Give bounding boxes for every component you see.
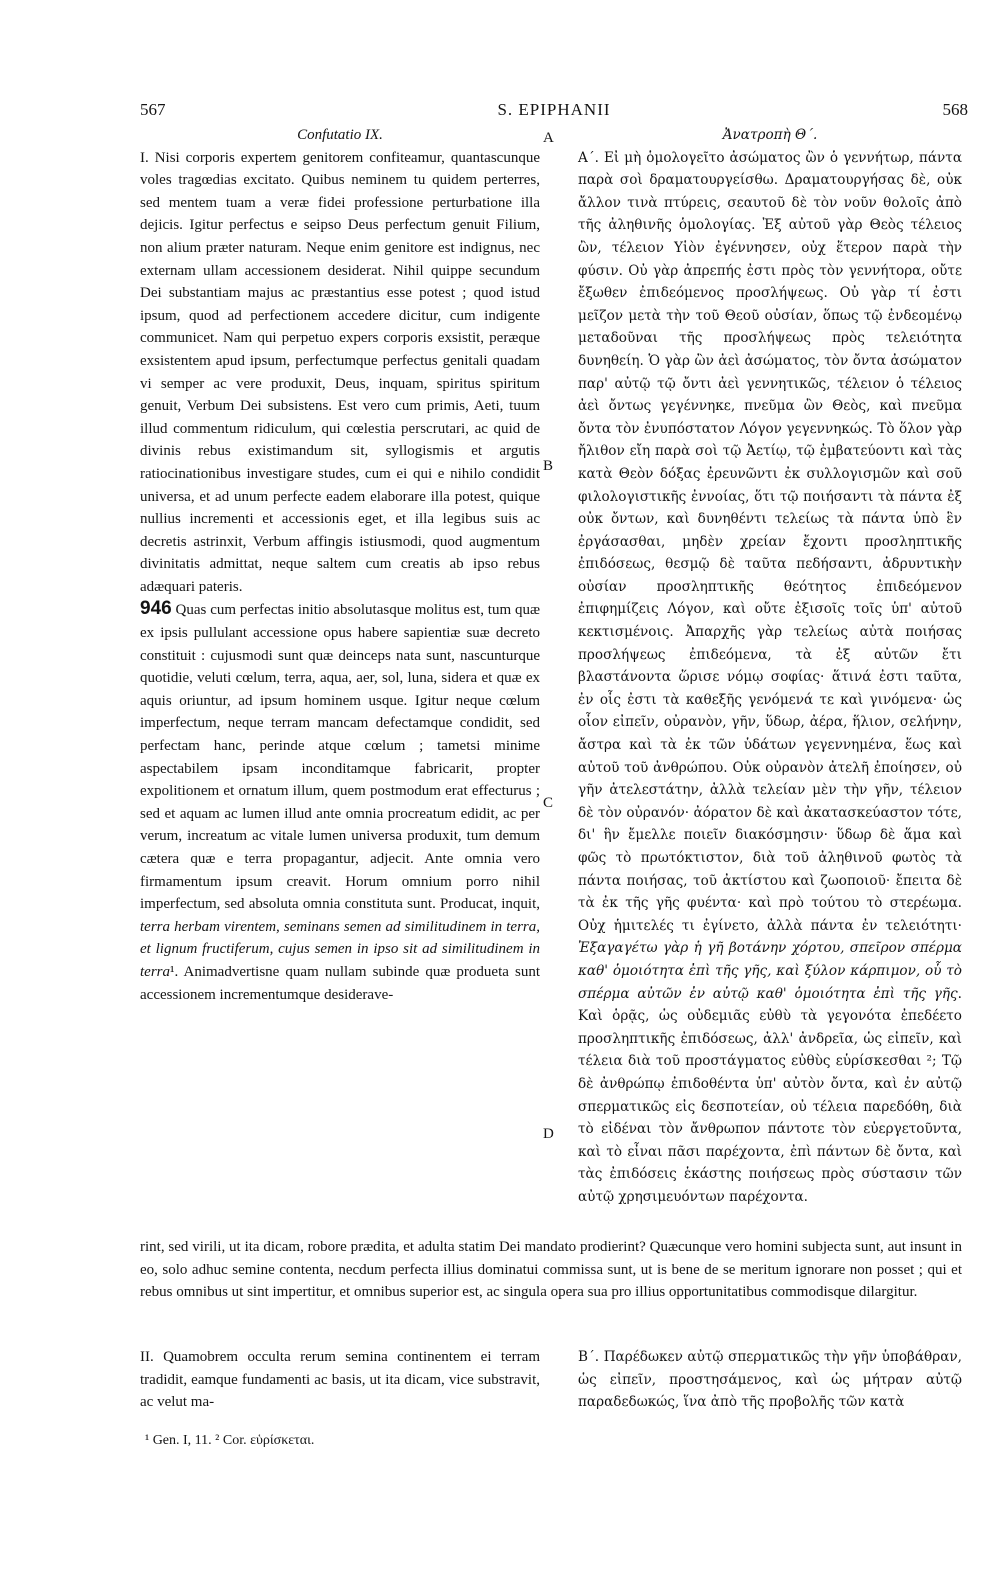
greek-paragraph-1 (578, 147, 962, 1209)
page-number-left: 567 (140, 100, 166, 119)
latin-heading: Confutatio IX. (297, 127, 383, 143)
latin-column (140, 124, 540, 1006)
latin-paragraph-2-text: Quas cum perfectas initio absolutasque molitus est, tum quæ ex ipsis pullulant accessione opus habere sapientiæ suæ decreto constituit : cujusmodi sunt quæ deinceps nata sunt, nascunturque quotidie, veluti cœlum, terra, aqua, aer, sol, luna, sidera et quæ ex aquis oriuntur, ad ipsum hominem usque. Igitur neque cœlum imperfectum, neque terram mancam defectamque condidit, sed perfectam hanc, perinde atque cœlum ; tametsi minime aspectabilem ipsam inconditamque fabricarit, propter expolitionem et ornatum illum, quem postmodum erat effecturus ; sed et aquam ac lumen illud ante omnia procreatum edidit, ac per verum, increatum ac vitale lumen universa produxit, tum demum cætera quæ e terra propagantur, adjecit. Ante omnia vero firmamentum ipsum creavit. Horum omnium porro nihil imperfectum, sed absoluta omnia constituta sunt. Producat, inquit, (140, 602, 540, 913)
greek-column (578, 124, 962, 1209)
latin-quotation: terra herbam virentem, seminans semen ad similitudinem in terra, et lignum fructiferum, cujus semen in ipso sit ad similitudinem in terra (140, 918, 540, 980)
margin-letter-d: D (543, 1126, 554, 1142)
greek-paragraph-1-end: . Καὶ ὁρᾷς, ὡς οὐδεμιᾶς εὐθὺ τὰ γεγονότα ἐπεδέετο προσληπτικῆς ἐπιδόσεως, ἀλλ' ἀνδρεῖα, ὡς εἰπεῖν, καὶ τέλεια διὰ τοῦ προστάγματος εὐθὺς εὑρίσκεσθαι ²; Τῷ δὲ ἀνθρώπῳ ἐπιδοθέντα ὑπ' αὐτὸν ὄντα, καὶ ἐν αὐτῷ σπερματικῶς εἰς δεσποτείαν, οὐ τέλεια παρεδόθη, διὰ τὸ εἰδέναι τὸν ἄνθρωπον πάντοτε τὸν εὐεργετοῦντα, καὶ τὸ εἶναι πᾶσι παρέχοντα, ἐπὶ πάντων δὲ ὄντα, καὶ τὰς ἐπιδόσεις ἑκάστης ποιήσεως πρὸς σύστασιν τῶν αὐτῷ χρησιμευόντων παρέχοντα. (578, 985, 962, 1205)
latin-paragraph-2-end: ¹. Animadvertisne quam nullam subinde quæ produeta sunt accessionem incrementumque desiderave- (140, 963, 540, 1003)
running-header (140, 100, 968, 122)
latin-paragraph-1: I. Nisi corporis expertem genitorem confiteamur, quantascunque voles tragœdias excitato. Quibus neminem tu quidem perterres, sed mentem tuam a veræ fidei professione perturbatione illa dejicis. Igitur perfectus e seipso Deus perfectum genuit Filium, non alium præter naturam. Neque enim genitore est indignus, nec externam ullam accessionem desiderat. Nihil quippe secundum Dei substantiam majus ac præstantius esse potest ; quod istud ipsum, quod ad perfectionem accedere dicitur, cum indigente communicet. Nam qui perpetuo expers corporis exsistit, peræque exsistentem apud ipsum, perfectumque perfectus genitali quadam vi semper ac vere produxit, Deus, inquam, spiritus spiritum genuit, Verbum Dei subsistens. Est vero cum primis, Aeti, tuum illud commentum ridiculum, qui cœlestia perscrutari, ac quid de divinis rebus existimandum sit, syllogismis et argutis ratiocinationibus investigare studes, cum ei qui e nihilo condidit universa, et ad unum perfecte eadem elaborare illa potest, quique nullius incrementi et accessionis eget, et illa legibus suis ac decretis astrinxit, Verbum affingis istiusmodi, quod augmentum divinitatis admittat, neque saltem cum creatis ab ipso rebus adæquari pateris. (140, 149, 540, 595)
footnotes: ¹ Gen. I, 11. ² Cor. εὑρίσκεται. (145, 1433, 315, 1448)
margin-letter-b: B (543, 458, 554, 474)
greek-heading: Ἀνατροπὴ Θ΄. (722, 127, 818, 143)
latin-paragraph-3: II. Quamobrem occulta rerum semina continentem ei terram tradidit, eamque fundamenti ac basis, ut ita dicam, vice substravit, ac velut ma- (140, 1349, 540, 1411)
margin-letter-c: C (543, 795, 554, 811)
running-title: S. EPIPHANII (497, 100, 611, 119)
greek-quotation: Ἐξαγαγέτω γὰρ ἡ γῆ βοτάνην χόρτου, σπεῖρον σπέρμα καθ' ὁμοιότητα ἐπὶ τῆς γῆς, καὶ ξύλον κάρπιμον, οὗ τὸ σπέρμα αὐτῶν ἐν αὐτῷ καθ' ὁμοιότητα ἐπὶ τῆς γῆς (578, 940, 962, 1002)
latin-paragraph-2 (140, 598, 540, 1006)
column-number: 946 (140, 598, 172, 620)
page-number-right: 568 (942, 100, 968, 119)
greek-paragraph-1-text: Α΄. Εἰ μὴ ὁμολογεῖτο ἀσώματος ὢν ὁ γεννήτωρ, πάντα παρὰ σοὶ δραματουργείσθω. Δραματουργήσας δὲ, οὐκ ἄλλον τινὰ πτύρεις, σεαυτοῦ δὲ τὸν νοῦν θολοῖς ἀπὸ τῆς ἀληθινῆς ὁμολογίας. Ἐξ αὐτοῦ γὰρ Θεὸς τέλειος ὢν, τέλειον Υἱὸν ἐγέννησεν, οὐχ ἕτερον παρὰ τὴν φύσιν. Οὐ γὰρ ἀπρεπής ἐστι πρὸς τὸν γεννήτορα, οὔτε ἔξωθεν ἐπιδεόμενος προσλήψεως. Οὐ γὰρ τί ἐστι μεῖζον μετὰ τὴν τοῦ Θεοῦ οὐσίαν, ὅπως τῷ ἐνδεομένῳ μεταδοῦναι τῆς προσλήψεως πρὸς τελειότητα δυνηθείη. Ὁ γὰρ ὢν ἀεὶ ἀσώματος, τὸν ὄντα ἀσώματον παρ' αὐτῷ τῷ ὄντι ἀεὶ γεννητικῶς, τέλειον ὁ τέλειος ἀεὶ ὄντως γεγέννηκε, πνεῦμα ὢν Θεὸς, καὶ πνεῦμα ὄντα τὸν ἐνυπόστατον Λόγον γεγεννηκώς. Τὸ ὅλον γὰρ ἤλιθον εἴη παρὰ σοὶ τῷ Ἀετίῳ, τῷ ἐμβατεύοντι καὶ τὰς κατὰ Θεὸν δόξας ἐρευνῶντι ἐκ συλλογισμῶν καὶ σοῦ φιλολογιστικῆς ἐννοίας, ὅτι τῷ ποιήσαντι τὰ πάντα ἐξ οὐκ ὄντων, καὶ δυνηθέντι τελείως τὰ πάντα ὑπὸ ἓν ἐργάσασθαι, μηδὲν χρείαν ἔχοντι προσληπτικῆς ἐπιδόσεως, θεσμῷ δὲ ταῦτα πεδήσαντι, ἀδρυντικὴν οὐσίαν προσληπτικῆς θεότητος ἐπιδεόμενον ἐπιφημίζεις Λόγον, καὶ οὔτε ἐξισοῖς τοῖς ὑπ' αὐτοῦ κεκτισμένοις. Ἀπαρχῆς γὰρ τελείως αὐτὰ ποιήσας προσλήψεως ἐπιδεόμενα, τὰ ἐξ αὐτῶν ἔτι βλαστάνοντα ὥρισε νόμῳ σοφίας· ἅτινά ἐστι ταῦτα, ἐν οἷς ἐστι τὰ καθεξῆς γενόμενά τε καὶ γινόμενα· ὡς οἷον εἰπεῖν, οὐρανὸν, γῆν, ὕδωρ, ἀέρα, ἥλιον, σελήνην, ἄστρα καὶ τὰ ἐκ τῶν ὑδάτων γεγεννημένα, ἕως καὶ αὐτοῦ τοῦ ἀνθρώπου. Οὐκ οὐρανὸν ἀτελῆ ἐποίησεν, οὐ γῆν ἀτελεστάτην, ἀλλὰ τελείαν μὲν τὴν γῆν, τέλειον δὲ τὸν οὐρανόν· ἀόρατον δὲ καὶ ἀκατασκεύαστον τότε, δι' ἣν ἔμελλε ποιεῖν διακόσμησιν· ὕδωρ δὲ ἅμα καὶ φῶς τὸ πρωτόκτιστον, διὰ τοῦ ἀληθινοῦ φωτὸς τὰ πάντα ποιήσας, τοῦ ἀκτίστου καὶ ζωοποιοῦ· ἔπειτα δὲ τὰ ἐκ τῆς γῆς φυέντα· καὶ πρὸ τούτου τὸ στερέωμα. Οὐχ ἡμιτελές τι ἐγίνετο, ἀλλὰ πάντα ἐν τελειότητι· (578, 149, 962, 934)
margin-letter-a: A (543, 130, 554, 146)
greek-paragraph-2: Β΄. Παρέδωκεν αὐτῷ σπερματικῶς τὴν γῆν ὑποβάθραν, ὡς εἰπεῖν, προστησάμενος, καὶ ὡς μήτραν αὐτῷ παραδεδωκώς, ἵνα ἀπὸ τῆς προβολῆς τῶν κατὰ (578, 1349, 962, 1411)
full-width-paragraph: rint, sed virili, ut ita dicam, robore prædita, et adulta statim Dei mandato prodierint? Quæcunque vero homini subjecta sunt, aut insunt in eo, solo adhuc semine contenta, necdum perfecta illius dominatui commissa sunt, ut is bene de se meritum ignorare non posset ; qui et rebus omnibus ut sint impertitur, et omnibus superior est, ac singula opera sua pro illius opportunitatibus commodisque dilargitur. (140, 1239, 962, 1301)
